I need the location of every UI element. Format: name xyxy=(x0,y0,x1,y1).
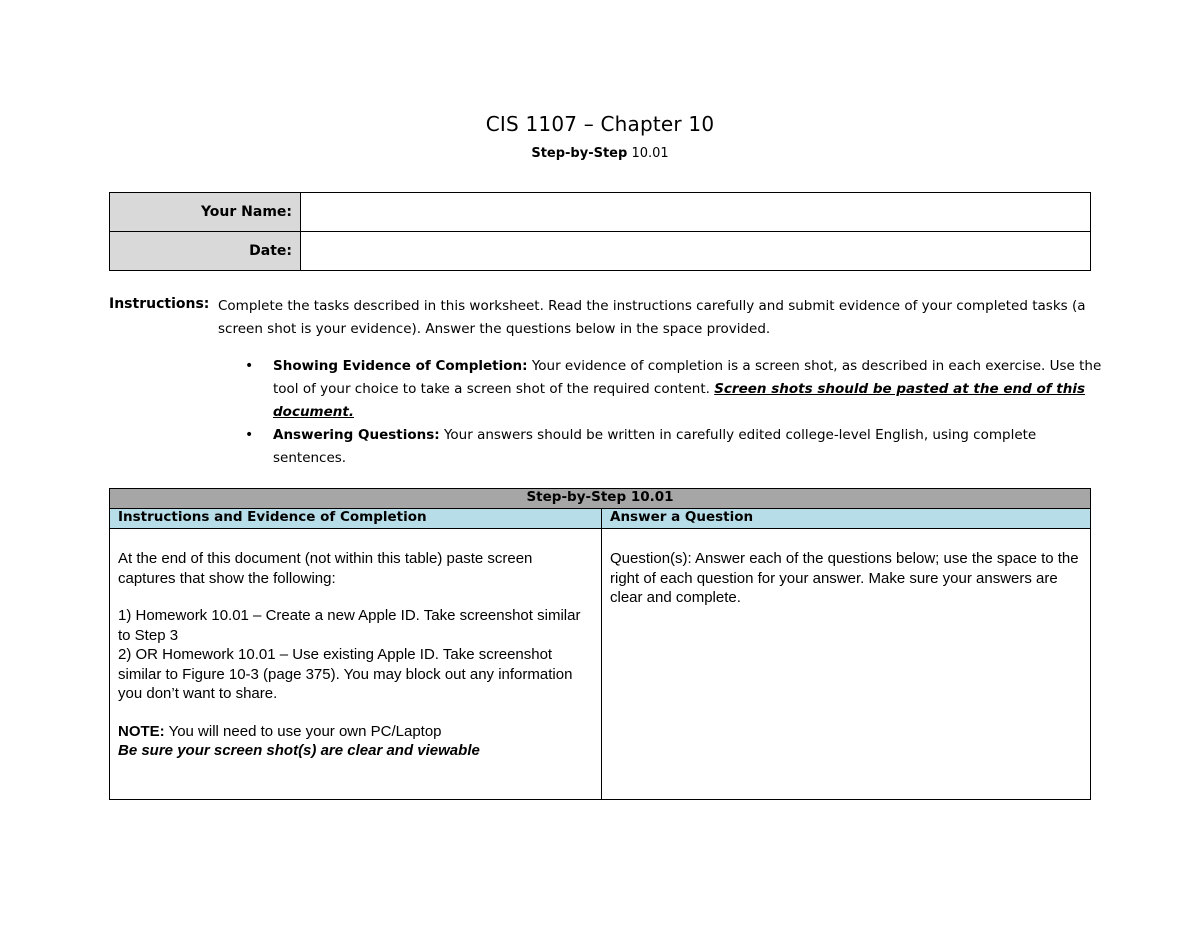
bullet-icon: • xyxy=(245,358,254,374)
col1-intro: At the end of this document (not within this table) paste screen captures that show the following: xyxy=(118,550,533,587)
bullet-emphasis: Screen shots should be pasted at the end of this document. xyxy=(273,381,1086,420)
col1-item-1: 1) Homework 10.01 – Create a new Apple ID. Take screenshot similar to Step 3 xyxy=(118,607,581,644)
col1-header: Instructions and Evidence of Completion xyxy=(110,509,602,529)
page-subtitle xyxy=(0,146,1200,161)
subtitle-bold: Step-by-Step xyxy=(531,146,628,161)
name-field[interactable] xyxy=(301,193,1091,232)
col2-text: Question(s): Answer each of the questions below; use the space to the right of each question for your answer. Make sure your answers are clear and complete. xyxy=(610,550,1079,606)
note-label: NOTE: xyxy=(118,722,165,740)
instructions-bullet-list xyxy=(218,355,1113,470)
date-field[interactable] xyxy=(301,232,1091,271)
name-label: Your Name: xyxy=(110,193,301,232)
bullet-icon: • xyxy=(245,427,254,443)
task-table xyxy=(109,488,1091,800)
col2-header: Answer a Question xyxy=(602,509,1091,529)
bullet-evidence xyxy=(245,355,1113,424)
bullet-questions xyxy=(245,424,1113,470)
date-row xyxy=(110,232,1091,271)
subtitle-number: 10.01 xyxy=(627,146,669,161)
page-title: CIS 1107 – Chapter 10 xyxy=(485,112,715,136)
instructions-label: Instructions: xyxy=(109,296,210,312)
col1-item-2: 2) OR Homework 10.01 – Use existing Apple ID. Take screenshot similar to Figure 10-3 (page 375). You may block out any information you don’t want to share. xyxy=(118,646,573,702)
bullet-lead: Answering Questions: xyxy=(273,427,440,443)
student-info-table xyxy=(109,192,1091,271)
task-table-heading: Step-by-Step 10.01 xyxy=(110,489,1091,509)
instructions-cell[interactable] xyxy=(110,529,602,800)
instructions-text: Complete the tasks described in this worksheet. Read the instructions carefully and submit evidence of your completed tasks (a screen shot is your evidence). Answer the questions below in the space provided. xyxy=(218,298,1086,337)
note-line xyxy=(118,722,593,742)
note-emphasis: Be sure your screen shot(s) are clear and viewable xyxy=(118,742,480,759)
bullet-lead: Showing Evidence of Completion: xyxy=(273,358,528,374)
note-text: You will need to use your own PC/Laptop xyxy=(164,722,442,740)
answer-cell[interactable] xyxy=(602,529,1091,800)
bullet-text: Your answers should be written in carefully edited college-level English, using complete sentences. xyxy=(273,427,1037,466)
name-row xyxy=(110,193,1091,232)
bullet-text: Your evidence of completion is a screen shot, as described in each exercise. Use the tool of your choice to take a screen shot of the required content. xyxy=(273,358,1102,397)
date-label: Date: xyxy=(110,232,301,271)
